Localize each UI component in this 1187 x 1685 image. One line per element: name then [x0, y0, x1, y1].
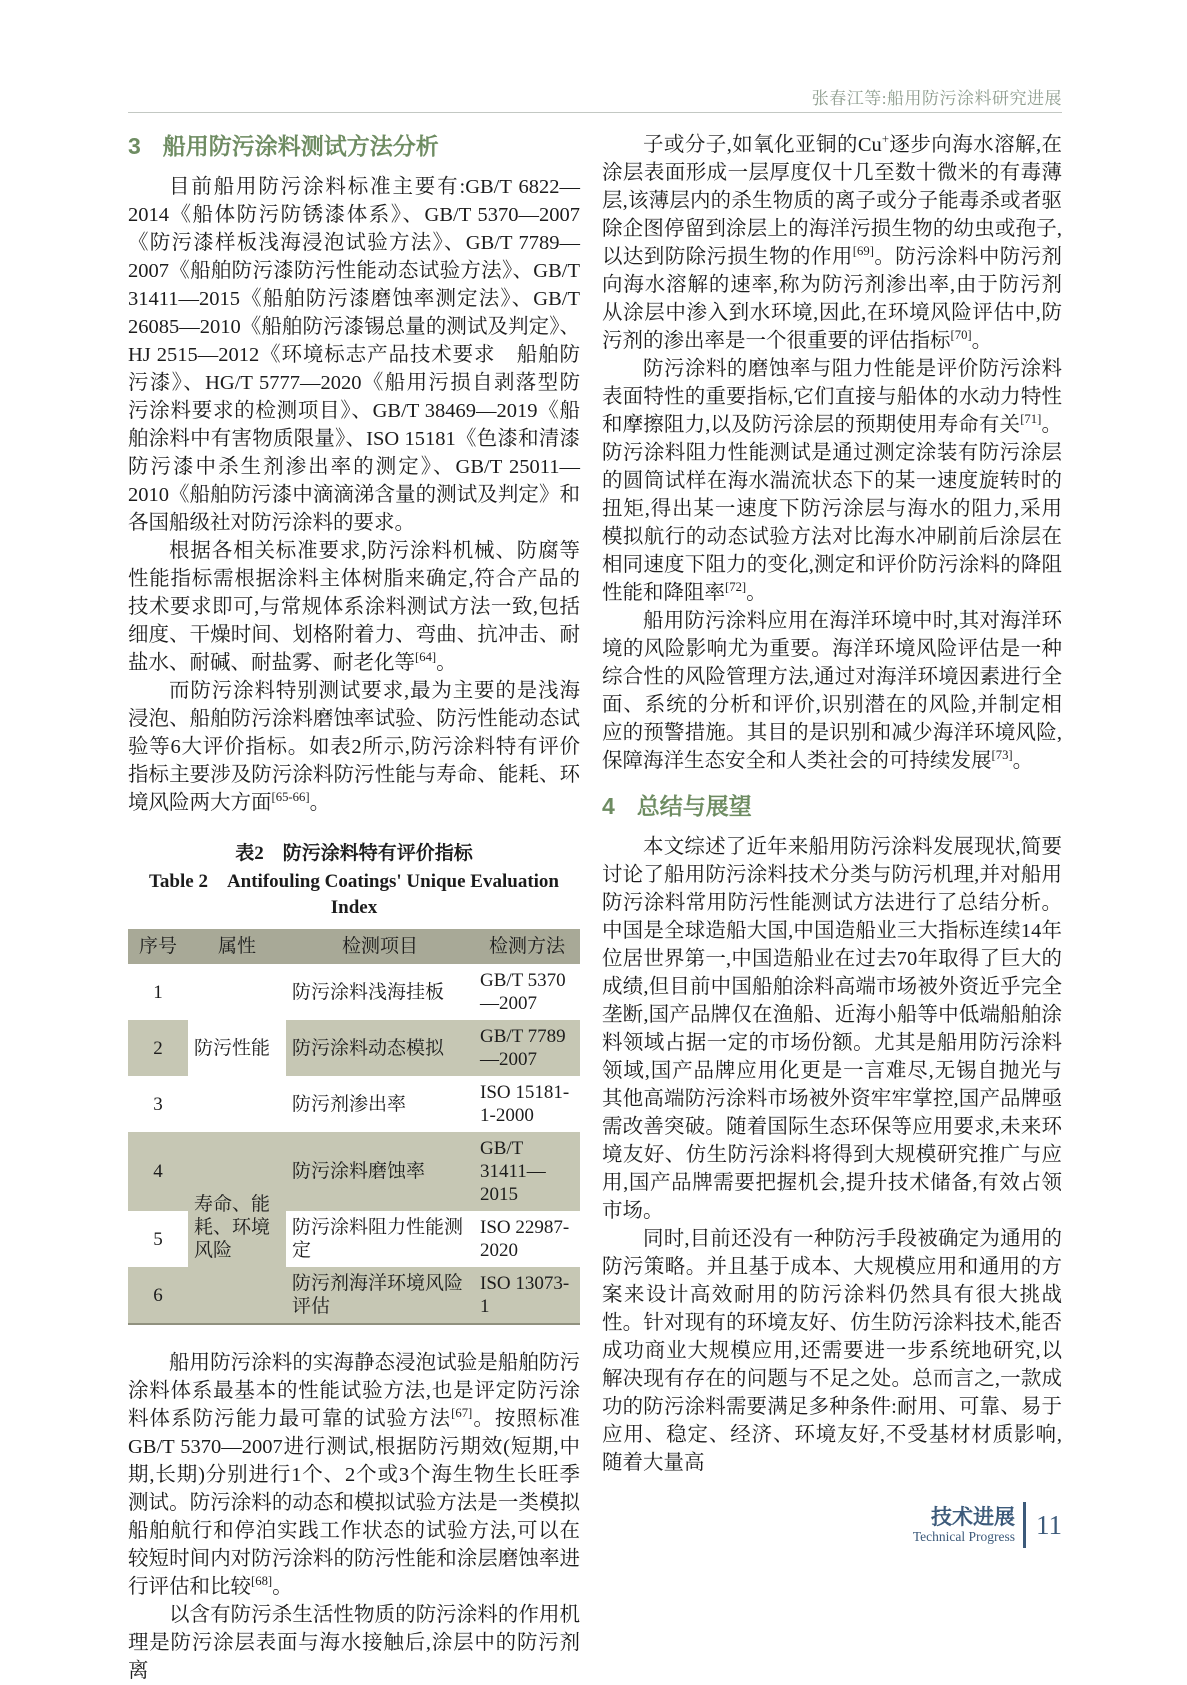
table-row — [128, 964, 580, 1020]
paragraph-standards: 目前船用防污涂料标准主要有:GB/T 6822—2014《船体防污防锈漆体系》、GB/T 5370—2007《防污漆样板浅海浸泡试验方法》、GB/T 7789—2007《船舶防污漆防污性能动态试验方法》、GB/T 31411—2015《船舶防污漆磨蚀率测定法》、GB/T 26085—2010《船舶防污漆锡总量的测试及判定》、HJ 2515—2012《环境标志产品技术要求 船舶防污漆》、HG/T 5777—2020《船用污损自剥落型防污涂料要求的检测项目》、GB/T 38469—2019《船舶涂料中有害物质限量》、ISO 15181《色漆和清漆 防污漆中杀生剂渗出率的测定》、GB/T 25011—2010《船舶防污漆中滴滴涕含量的测试及判定》和各国船级社对防污涂料的要求。 — [128, 176, 601, 534]
footer-section — [913, 1506, 1015, 1545]
cell-method: GB/T 5370—2007 — [480, 970, 566, 1014]
table-header-row — [128, 929, 580, 964]
table2-caption-en: Table 2 Antifouling Coatings' Unique Evaluation Index — [148, 871, 559, 918]
cell-no: 6 — [128, 1267, 188, 1324]
cell-attribute-group-2: 寿命、能耗、环境风险 — [188, 1132, 286, 1324]
evaluation-index-table — [128, 929, 580, 1325]
cell-no: 5 — [153, 1228, 163, 1250]
section-3-heading — [128, 131, 580, 161]
footer — [913, 1502, 1062, 1548]
cell-method: GB/T 31411—2015 — [474, 1132, 580, 1211]
cell-no: 1 — [153, 981, 163, 1003]
cell-method: ISO 22987-2020 — [480, 1217, 570, 1261]
section-4-title: 总结与展望 — [636, 793, 752, 819]
paragraph-general-requirements: 根据各相关标准要求,防污涂料机械、防腐等性能指标需根据涂料主体树脂来确定,符合产品的技术要求即可,与常规体系涂料测试方法一致,包括细度、干燥时间、划格附着力、弯曲、抗冲击、耐盐水、耐碱、耐盐雾、耐老化等[64]。 — [128, 540, 580, 674]
section-3-number: 3 — [128, 133, 141, 159]
paragraph-biocide-mechanism: 以含有防污杀生活性物质的防污涂料的作用机理是防污涂层表面与海水接触后,涂层中的防污剂离 — [128, 1604, 580, 1682]
th-test-method: 检测方法 — [474, 929, 580, 964]
footer-divider — [1023, 1502, 1026, 1548]
page-content — [128, 131, 1062, 1685]
paragraph-immersion-test: 船用防污涂料的实海静态浸泡试验是船舶防污涂料体系最基本的性能试验方法,也是评定防污涂料体系防污能力最可靠的试验方法[67]。按照标准GB/T 5370—2007进行测试,根据防污期效(短期,中期,长期)分别进行1个、2个或3个海生物生长旺季测试。防污涂料的动态和模拟试验方法是一类模拟船舶航行和停泊实践工作状态的试验方法,可以在较短时间内对防污涂料的防污性能和涂层磨蚀率进行评估和比较[68]。 — [128, 1352, 581, 1598]
cell-attribute-group-1: 防污性能 — [188, 964, 286, 1132]
header-rule — [128, 112, 1062, 113]
cell-item: 防污涂料磨蚀率 — [286, 1132, 474, 1211]
cell-item: 防污涂料阻力性能测定 — [292, 1217, 464, 1261]
paragraph-special-tests: 而防污涂料特别测试要求,最为主要的是浅海浸泡、船舶防污涂料磨蚀率试验、防污性能动态试验等6大评价指标。如表2所示,防污涂料特有评价指标主要涉及防污涂料防污性能与寿命、能耗、环境风险两大方面[65-66]。 — [128, 680, 580, 814]
paragraph-outlook: 同时,目前还没有一种防污手段被确定为通用的防污策略。并且基于成本、大规模应用和通用的方案来设计高效耐用的防污涂料仍然具有很大挑战性。针对现有的环境友好、仿生防污涂料技术,能否成功商业大规模应用,还需要进一步系统地研究,以解决现有存在的问题与不足之处。总而言之,一款成功的防污涂料需要满足多种条件:耐用、可靠、易于应用、稳定、经济、环境友好,不受基材材质影响,随着大量高 — [602, 1228, 1062, 1474]
cell-no: 3 — [153, 1093, 163, 1115]
th-seq: 序号 — [128, 929, 188, 964]
column-left — [128, 131, 601, 1685]
table-row — [128, 1132, 580, 1211]
section-4-number: 4 — [602, 793, 615, 819]
section-3-title: 船用防污涂料测试方法分析 — [162, 133, 439, 159]
th-attribute: 属性 — [188, 929, 286, 964]
footer-section-zh: 技术进展 — [931, 1505, 1015, 1529]
cell-method: ISO 13073-1 — [474, 1267, 580, 1324]
paragraph-summary: 本文综述了近年来船用防污涂料发展现状,简要讨论了船用防污涂料技术分类与防污机理,并对船用防污涂料常用防污性能测试方法进行了总结分析。中国是全球造船大国,中国造船业三大指标连续14年位居世界第一,中国造船业在过去70年取得了巨大的成绩,但目前中国船舶涂料高端市场被外资近乎完全垄断,国产品牌仅在渔船、近海小船等中低端船舶涂料领域占据一定的市场份额。尤其是船用防污涂料领域,国产品牌应用化更是一言难尽,无锡自抛光与其他高端防污涂料市场被外资牢牢掌控,国产品牌亟需改善突破。随着国际生态环保等应用要求,未来环境友好、仿生防污涂料将得到大规模研究推广与应用,国产品牌需要把握机会,提升技术储备,有效占领市场。 — [602, 836, 1062, 1222]
cell-item: 防污剂海洋环境风险评估 — [286, 1267, 474, 1324]
cell-method: GB/T 7789—2007 — [474, 1020, 580, 1076]
paragraph-leaching: 子或分子,如氧化亚铜的Cu+逐步向海水溶解,在涂层表面形成一层厚度仅十几至数十微米的有毒薄层,该薄层内的杀生物质的离子或分子能毒杀或者驱除企图停留到涂层上的海洋污损生物的幼虫或孢子,以达到防除污损生物的作用[69]。防污涂料中防污剂向海水溶解的速率,称为防污剂渗出率,由于防污剂从涂层中渗入到水环境,因此,在环境风险评估中,防污剂的渗出率是一个很重要的评估指标[70]。 — [602, 132, 1063, 352]
section-4-heading — [602, 791, 1062, 821]
cell-no: 2 — [128, 1020, 188, 1076]
cell-item: 防污涂料动态模拟 — [286, 1020, 474, 1076]
paragraph-environment-risk: 船用防污涂料应用在海洋环境中时,其对海洋环境的风险影响尤为重要。海洋环境风险评估是一种综合性的风险管理方法,通过对海洋环境因素进行全面、系统的分析和评价,识别潜在的风险,并制定相应的预警措施。其目的是识别和减少海洋环境风险,保障海洋生态安全和人类社会的可持续发展[73]。 — [602, 610, 1062, 772]
cell-method: ISO 15181-1-2000 — [480, 1082, 570, 1126]
cell-item: 防污涂料浅海挂板 — [292, 981, 445, 1003]
cell-item: 防污剂渗出率 — [292, 1093, 407, 1115]
paragraph-polishing-drag: 防污涂料的磨蚀率与阻力性能是评价防污涂料表面特性的重要指标,它们直接与船体的水动力特性和摩擦阻力,以及防污涂层的预期使用寿命有关[71]。防污涂料阻力性能测试是通过测定涂装有防污涂层的圆筒试样在海水湍流状态下的某一速度旋转时的扭矩,得出某一速度下防污涂层与海水的阻力,采用模拟航行的动态试验方法对比海水冲刷前后涂层在相同速度下阻力的变化,测定和评价防污涂料的降阻性能和降阻率[72]。 — [602, 358, 1063, 604]
footer-section-en: Technical Progress — [912, 1528, 1015, 1544]
cell-no: 4 — [128, 1132, 188, 1211]
running-head: 张春江等:船用防污涂料研究进展 — [811, 89, 1062, 108]
th-test-item: 检测项目 — [286, 929, 474, 964]
column-right — [602, 131, 1062, 1685]
table2-caption-zh: 表2 防污涂料特有评价指标 — [235, 843, 473, 864]
page-number: 11 — [1036, 1509, 1062, 1540]
